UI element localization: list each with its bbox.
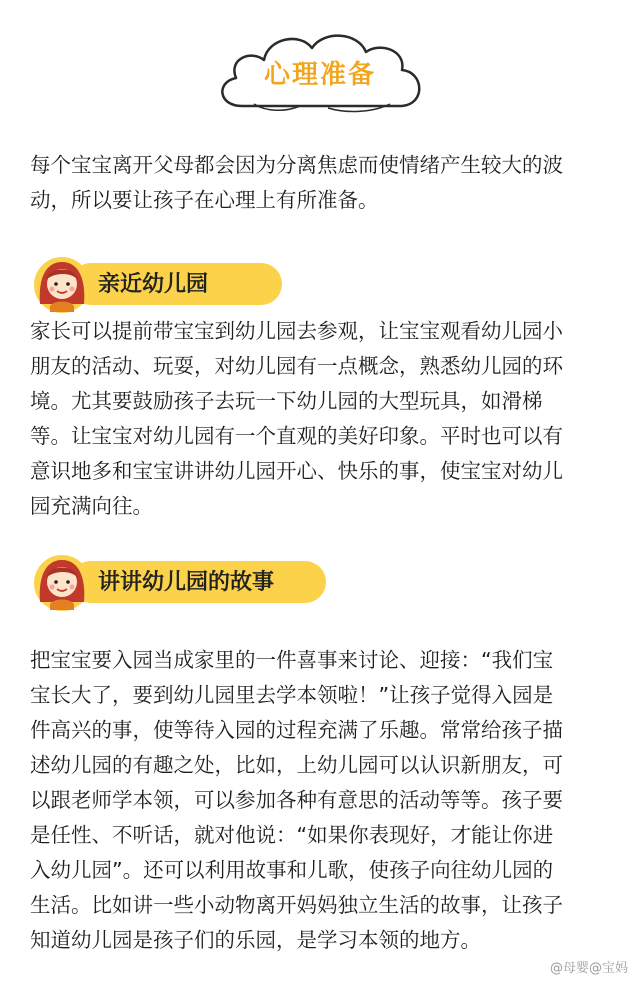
page-title: 心理准备 — [263, 60, 376, 90]
watermark: @母婴@宝妈 — [549, 961, 628, 976]
section-header-story — [32, 552, 332, 614]
section-header-approach — [32, 254, 332, 316]
intro-paragraph: 每个宝宝离开父母都会因为分离焦虑而使情绪产生较大的波 动，所以要让孩子在心理上有所准备。 — [30, 153, 563, 212]
girl-avatar-icon — [32, 254, 92, 316]
title-cloud — [208, 24, 432, 122]
section-body: 家长可以提前带宝宝到幼儿园去参观，让宝宝观看幼儿园小 朋友的活动、玩耍，对幼儿园有一点概念，熟悉幼儿园的环 境。尤其要鼓励孩子去玩一下幼儿园的大型玩具，如滑梯 等。让宝宝对幼儿园有一个直观的美好印象。平时也可以有 意识地多和宝宝讲讲幼儿园开心、快乐的事，使宝宝对幼儿 园充满向往。 — [30, 319, 563, 518]
section-body: 把宝宝要入园当成家里的一件喜事来讨论、迎接：“我们宝 宝长大了，要到幼儿园里去学本领啦！”让孩子觉得入园是 件高兴的事，使等待入园的过程充满了乐趣。常常给孩子描 述幼儿园的有趣之处，比如，上幼儿园可以认识新朋友，可 以跟老师学本领，可以参加各种有意思的活动等等。孩子要 是任性、不听话，就对他说：“如果你表现好，才能让你进 入幼儿园”。还可以利用故事和儿歌，使孩子向往幼儿园的 生活。比如讲一些小动物离开妈妈独立生活的故事，让孩子 知道幼儿园是孩子们的乐园，是学习本领的地方。 — [30, 648, 563, 952]
section-title: 亲近幼儿园 — [98, 272, 209, 297]
girl-avatar-icon — [32, 552, 92, 614]
section-title: 讲讲幼儿园的故事 — [98, 570, 275, 595]
